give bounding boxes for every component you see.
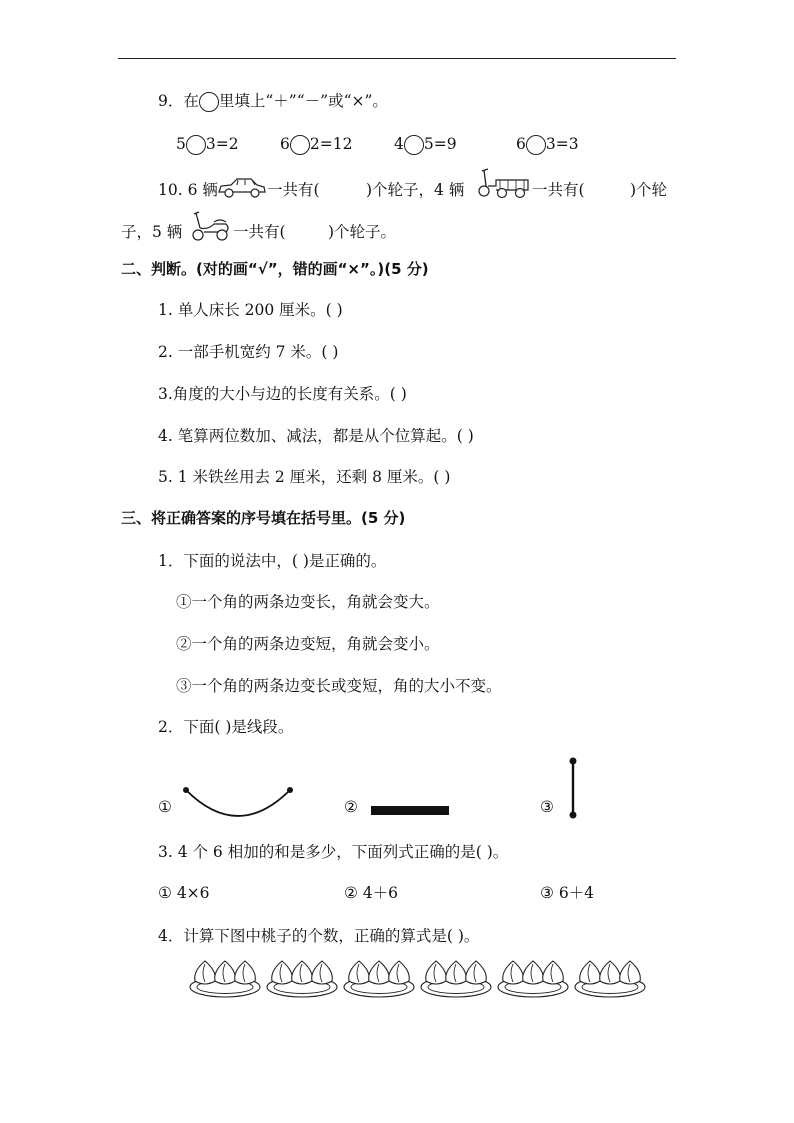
choice-q1-stem: 1．下面的说法中，( )是正确的。 (158, 552, 387, 570)
peach-plate-icon (419, 955, 493, 1001)
q9-eq-1-a: 5 (176, 135, 186, 153)
choice-q1-option-1: ①一个角的两条边变长，角就会变大。 (176, 593, 440, 611)
q10-text-7: 一共有( (233, 223, 286, 241)
choice-q3-option-2: ② 4＋6 (344, 884, 399, 902)
thick-bar-figure-icon (371, 806, 449, 815)
choice-q2-label-3: ③ (540, 798, 554, 816)
choice-q2-label-2: ② (344, 798, 358, 816)
judge-item-5: 5. 1 米铁丝用去 2 厘米，还剩 8 厘米。( ) (158, 468, 451, 486)
section-judge-heading: 二、判断。(对的画“√”，错的画“×”。)(5 分) (121, 260, 429, 278)
q10-text-6: 子，5 辆 (121, 223, 183, 241)
peach-plate-icon (573, 955, 647, 1001)
peach-plate-icon (342, 955, 416, 1001)
judge-item-1: 1. 单人床长 200 厘米。( ) (158, 301, 343, 319)
choice-q2-label-1: ① (158, 798, 172, 816)
q9-eq-4 (516, 134, 579, 155)
q9-eq-1-b: 3=2 (205, 135, 239, 153)
q9-eq-2-b: 2=12 (309, 135, 353, 153)
q9-line (158, 91, 388, 112)
q9-eq-4-a: 6 (516, 135, 526, 153)
choice-q1-option-3: ③一个角的两条边变长或变短，角的大小不变。 (176, 677, 502, 695)
q10-text-3: )个轮子，4 辆 (366, 181, 465, 199)
choice-q3-option-3: ③ 6＋4 (540, 884, 595, 902)
q9-eq-2 (280, 134, 352, 155)
scooter-icon (188, 210, 232, 242)
section-choice-heading: 三、将正确答案的序号填在括号里。(5 分) (121, 509, 406, 527)
q9-eq-4-b: 3=3 (545, 135, 579, 153)
judge-item-2: 2. 一部手机宽约 7 米。( ) (158, 343, 339, 361)
header-rule (118, 58, 676, 59)
choice-q3-stem: 3. 4 个 6 相加的和是多少，下面列式正确的是( )。 (158, 843, 509, 861)
q9-eq-3 (394, 134, 457, 155)
q9-prefix: 9．在 (158, 92, 199, 110)
circle-blank-icon[interactable] (404, 135, 424, 155)
vertical-segment-figure-icon (566, 757, 580, 819)
choice-q4-stem: 4．计算下图中桃子的个数，正确的算式是( )。 (158, 927, 480, 945)
q9-eq-1 (176, 134, 239, 155)
peach-plate-icon (265, 955, 339, 1001)
judge-item-3: 3.角度的大小与边的长度有关系。( ) (158, 385, 407, 403)
car-icon (217, 174, 267, 200)
q10-text-8: )个轮子。 (328, 223, 397, 241)
circle-blank-icon (199, 92, 219, 112)
q9-suffix: 里填上“＋”“－”或“×”。 (218, 92, 388, 110)
q10-text-1: 10. 6 辆 (158, 181, 218, 199)
choice-q2-stem: 2．下面( )是线段。 (158, 718, 294, 736)
q10-text-4: 一共有( (532, 181, 585, 199)
q10-text-2: 一共有( (267, 181, 320, 199)
tricycle-icon (474, 166, 532, 200)
choice-q1-option-2: ②一个角的两条边变短，角就会变小。 (176, 635, 440, 653)
arc-figure-icon (178, 782, 298, 822)
judge-item-4: 4. 笔算两位数加、减法，都是从个位算起。( ) (158, 427, 474, 445)
q9-eq-3-a: 4 (394, 135, 404, 153)
peach-plate-icon (188, 955, 262, 1001)
choice-q3-option-1: ① 4×6 (158, 884, 210, 902)
circle-blank-icon[interactable] (186, 135, 206, 155)
peach-plates-figure (188, 955, 648, 1001)
circle-blank-icon[interactable] (526, 135, 546, 155)
q9-eq-2-a: 6 (280, 135, 290, 153)
circle-blank-icon[interactable] (290, 135, 310, 155)
peach-plate-icon (496, 955, 570, 1001)
q9-eq-3-b: 5=9 (423, 135, 457, 153)
q10-text-5: )个轮 (630, 181, 668, 199)
